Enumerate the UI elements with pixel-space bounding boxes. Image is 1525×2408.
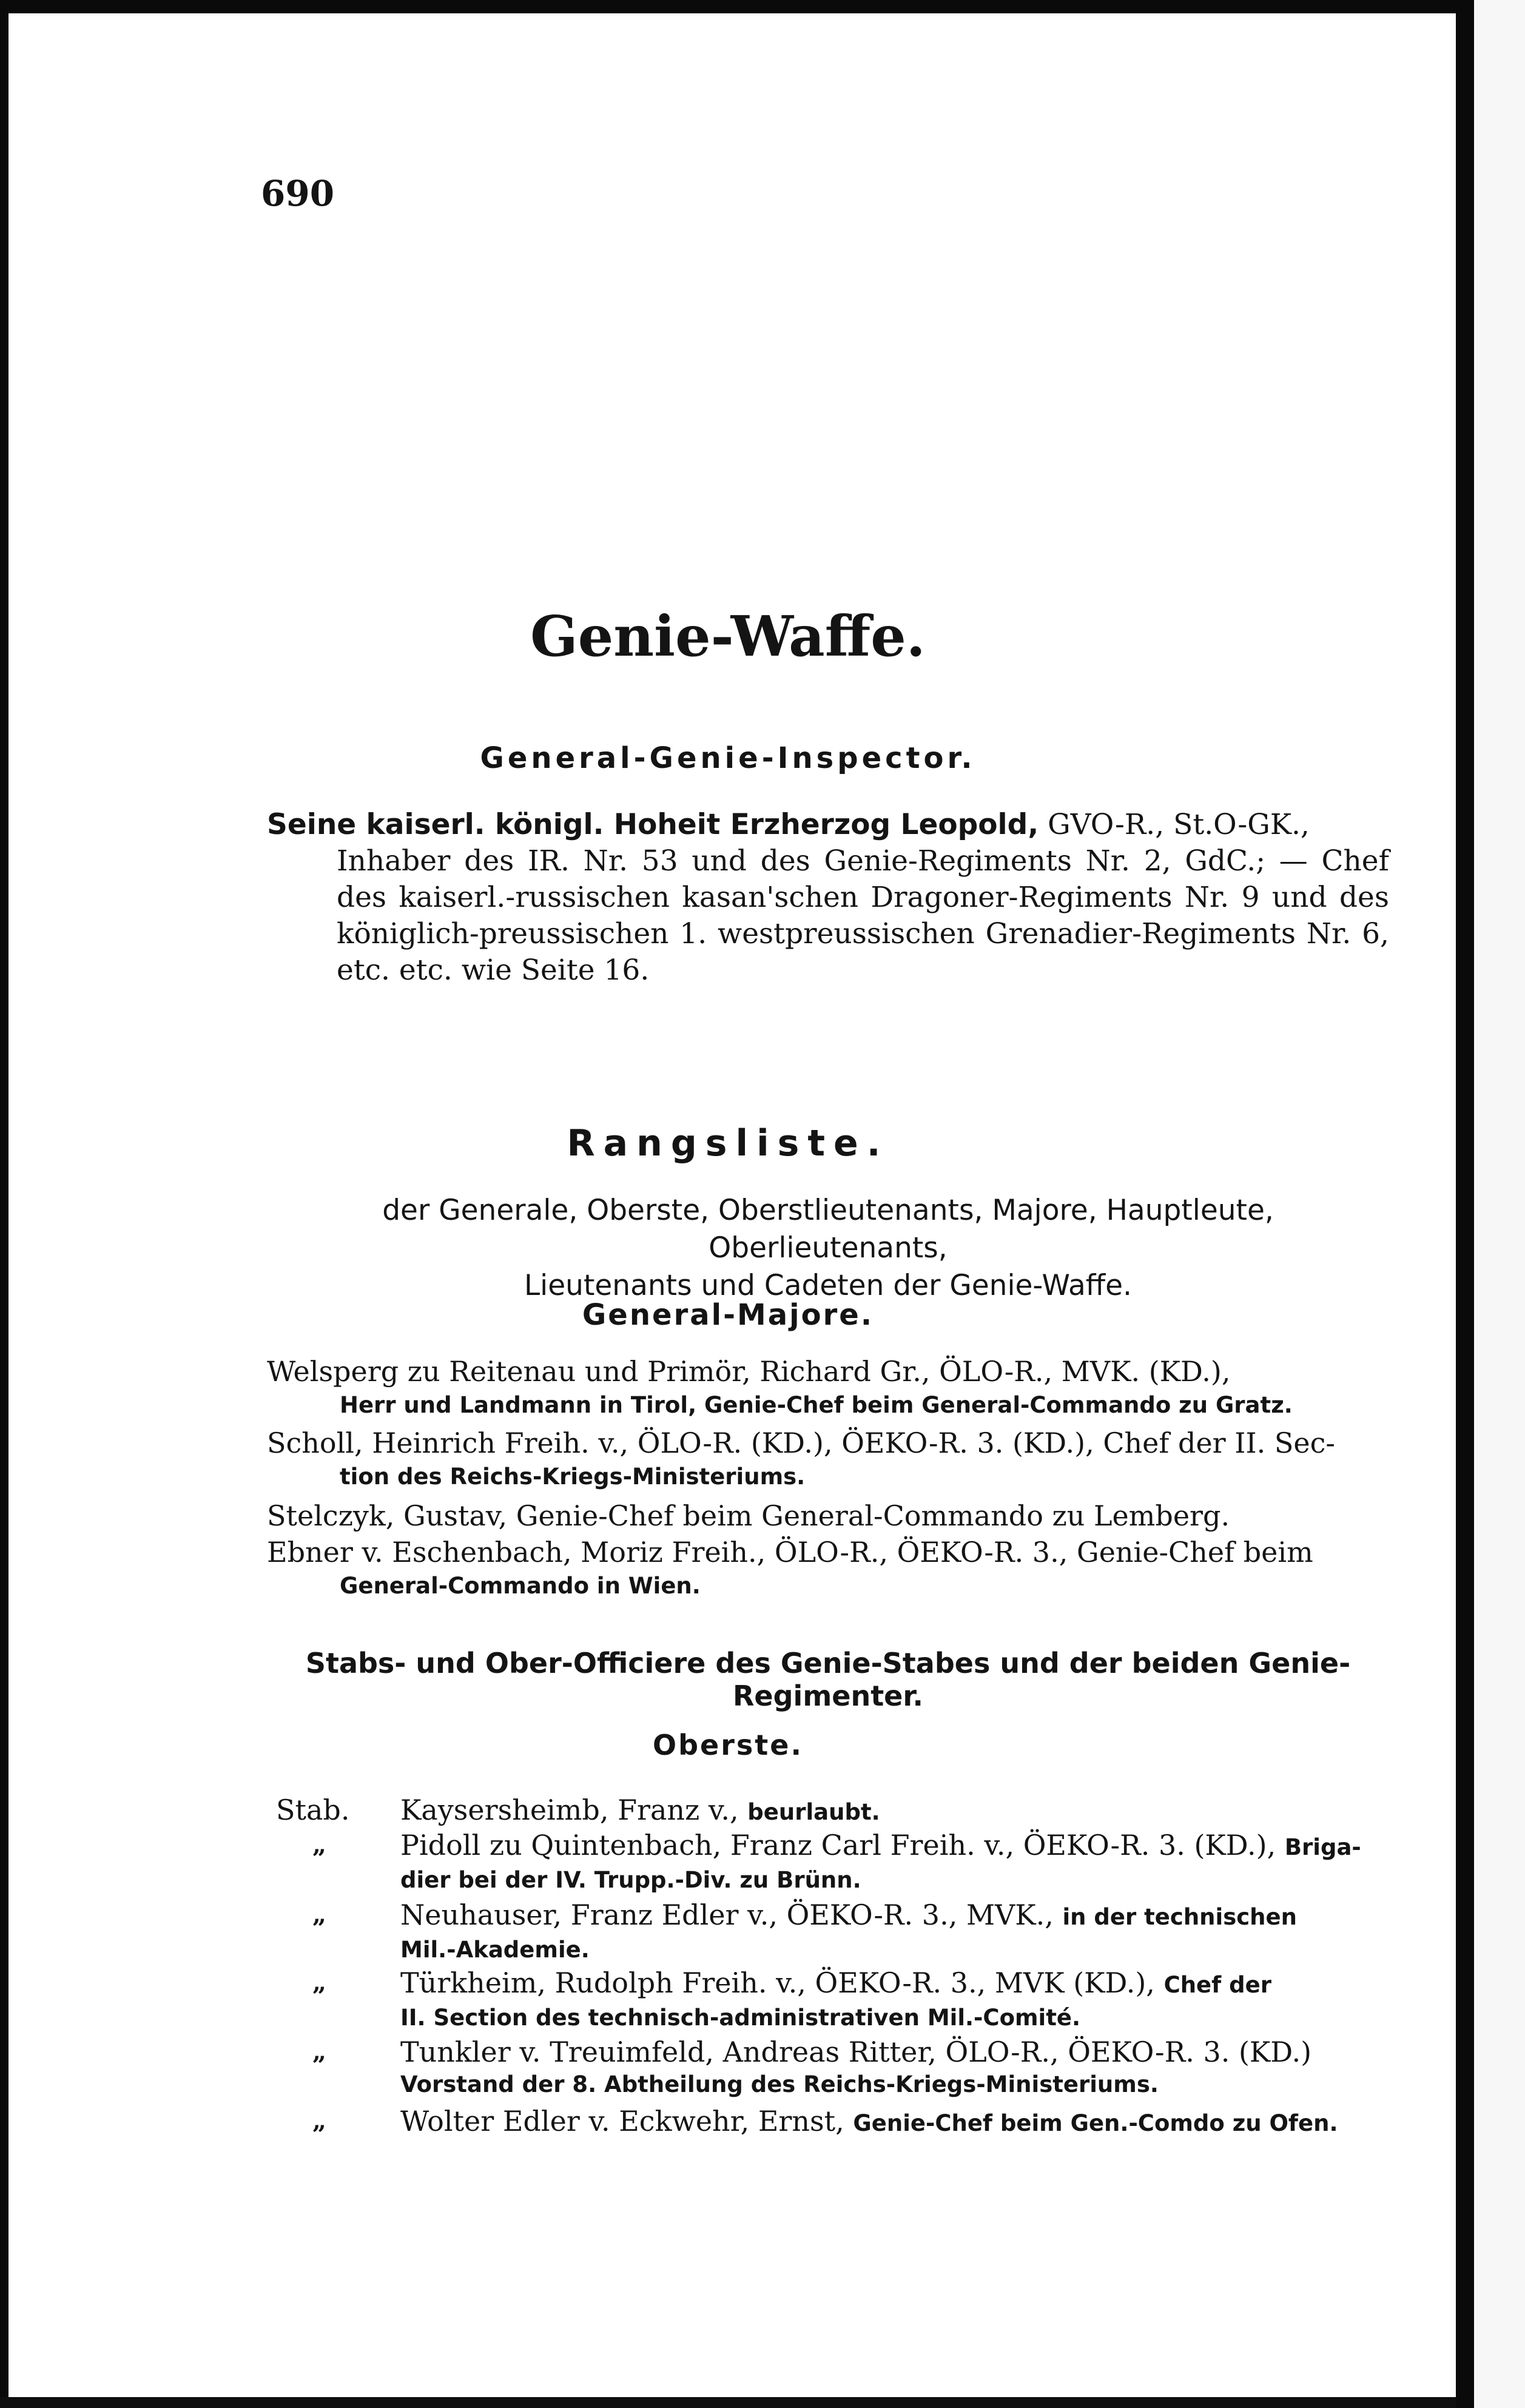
entry-main: Welsperg zu Reitenau und Primör, Richard Gr., ÖLO-R., MVK. (KD.), bbox=[267, 1355, 1231, 1388]
oberste-heading: Oberste. bbox=[653, 1729, 803, 1761]
scan-edge-left bbox=[0, 0, 8, 2408]
rangsliste-subtitle-line-1: der Generale, Oberste, Oberstlieutenants, Majore, Hauptleute, Oberlieutenants, bbox=[382, 1194, 1274, 1265]
entry-main: Ebner v. Eschenbach, Moriz Freih., ÖLO-R., ÖEKO-R. 3., Genie-Chef beim bbox=[267, 1536, 1313, 1569]
scan-page-gutter bbox=[1456, 0, 1474, 2408]
inspector-text-1: GVO-R., St.O-GK., bbox=[1048, 808, 1310, 841]
row-label: „ bbox=[312, 1900, 327, 1929]
entry-main: Stelczyk, Gustav, Genie-Chef beim General-Commando zu Lemberg. bbox=[267, 1499, 1230, 1532]
entry-note: tion des Reichs-Kriegs-Ministeriums. bbox=[340, 1464, 806, 1490]
row-name: Neuhauser, Franz Edler v., ÖEKO-R. 3., MVK., bbox=[400, 1898, 1054, 1931]
oberste-row bbox=[276, 1897, 1395, 1965]
oberste-row bbox=[276, 1792, 1395, 1830]
row-continuation: II. Section des technisch-administrativen Mil.-Comité. bbox=[400, 2005, 1081, 2031]
row-note: Chef der bbox=[1163, 1972, 1271, 1998]
row-name: Pidoll zu Quintenbach, Franz Carl Freih. v., ÖEKO-R. 3. (KD.), bbox=[400, 1829, 1276, 1861]
row-name: Türkheim, Rudolph Freih. v., ÖEKO-R. 3., MVK (KD.), bbox=[400, 1966, 1155, 1999]
row-note: beurlaubt. bbox=[747, 1799, 880, 1825]
page-title: Genie-Waffe. bbox=[530, 604, 926, 669]
row-continuation: dier bei der IV. Trupp.-Div. zu Brünn. bbox=[400, 1867, 861, 1893]
rangsliste-subtitle bbox=[267, 1192, 1389, 1305]
row-label: Stab. bbox=[276, 1794, 350, 1826]
entry-note: General-Commando in Wien. bbox=[340, 1573, 701, 1599]
oberste-row bbox=[276, 1965, 1395, 2033]
row-note: in der technischen bbox=[1062, 1904, 1297, 1930]
rangsliste-heading: Rangsliste. bbox=[567, 1122, 889, 1165]
general-major-entry bbox=[267, 1354, 1389, 1422]
oberste-row bbox=[276, 1828, 1395, 1895]
inspector-lead: Seine kaiserl. königl. Hoheit Erzherzog Leopold, bbox=[267, 808, 1039, 841]
entry-main: Scholl, Heinrich Freih. v., ÖLO-R. (KD.), ÖEKO-R. 3. (KD.), Chef der II. Sec- bbox=[267, 1427, 1335, 1459]
row-name: Wolter Edler v. Eckwehr, Ernst, bbox=[400, 2105, 844, 2137]
scan-next-page-edge bbox=[1474, 0, 1525, 2408]
row-label: „ bbox=[312, 2107, 327, 2135]
row-name: Kaysersheimb, Franz v., bbox=[400, 1794, 739, 1826]
row-label: „ bbox=[312, 1831, 327, 1859]
row-name: Tunkler v. Treuimfeld, Andreas Ritter, ÖLO-R., ÖEKO-R. 3. (KD.) bbox=[400, 2036, 1312, 2068]
inspector-heading: General-Genie-Inspector. bbox=[480, 741, 976, 775]
inspector-paragraph bbox=[267, 807, 1389, 989]
row-label: „ bbox=[312, 1968, 327, 1997]
oberste-row bbox=[276, 2034, 1395, 2100]
general-major-entry bbox=[267, 1535, 1389, 1603]
rangsliste-subtitle-line-2: Lieutenants und Cadeten der Genie-Waffe. bbox=[524, 1269, 1132, 1302]
general-major-entry bbox=[267, 1498, 1389, 1533]
row-label: „ bbox=[312, 2037, 327, 2066]
general-major-entry bbox=[267, 1425, 1389, 1493]
oberste-row bbox=[276, 2104, 1395, 2141]
general-majore-heading: General-Majore. bbox=[582, 1298, 874, 1332]
page-number: 690 bbox=[261, 173, 335, 214]
row-continuation: Vorstand der 8. Abtheilung des Reichs-Kriegs-Ministeriums. bbox=[400, 2071, 1159, 2097]
inspector-text-2: Inhaber des IR. Nr. 53 und des Genie-Regiments Nr. 2, GdC.; — Chef des kaiserl.-russischen kasan'schen Dragoner-Regiments Nr. 9 und des königlich-preussischen 1. westpreussischen Grenadier-Regiments Nr. 6, etc. etc. wie Seite 16. bbox=[337, 844, 1389, 987]
row-note: Briga- bbox=[1284, 1834, 1361, 1860]
scan-edge-bottom bbox=[0, 2397, 1456, 2408]
scan-edge-top bbox=[0, 0, 1525, 13]
stabs-heading: Stabs- und Ober-Officiere des Genie-Stabes und der beiden Genie-Regimenter. bbox=[305, 1647, 1351, 1712]
row-note: Genie-Chef beim Gen.-Comdo zu Ofen. bbox=[853, 2110, 1338, 2136]
entry-note: Herr und Landmann in Tirol, Genie-Chef beim General-Commando zu Gratz. bbox=[340, 1392, 1293, 1418]
row-continuation: Mil.-Akademie. bbox=[400, 1937, 590, 1963]
